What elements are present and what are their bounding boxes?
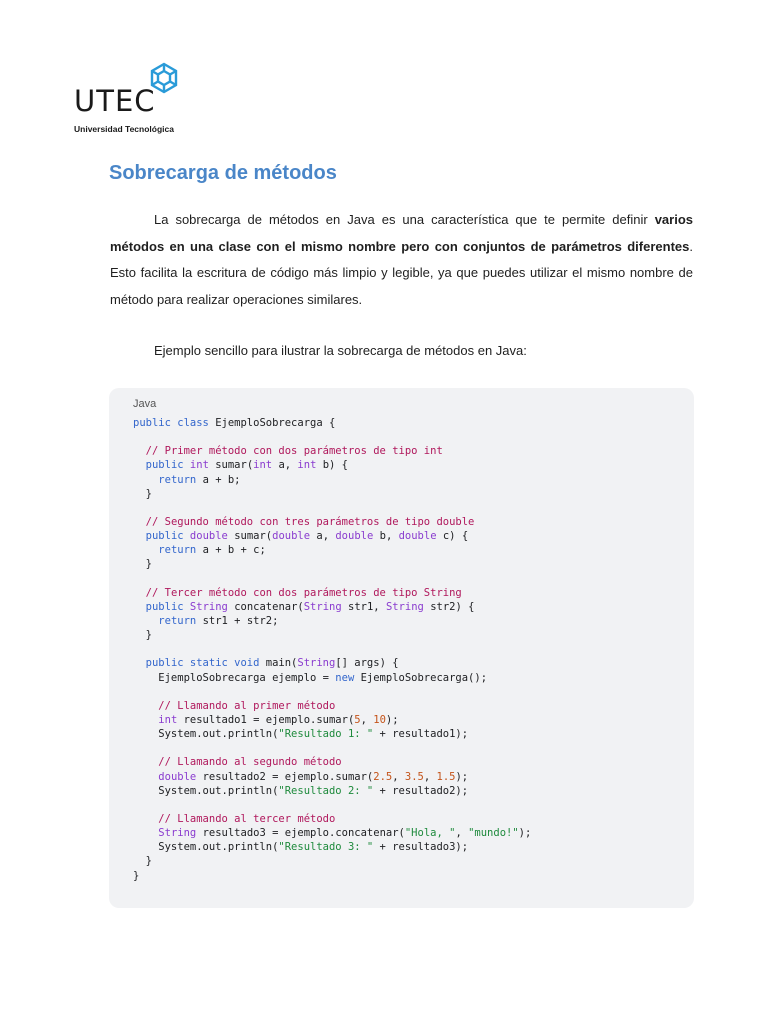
code-token: // Primer método con dos parámetros de tipo int	[145, 445, 443, 458]
example-intro: Ejemplo sencillo para ilustrar la sobrecarga de métodos en Java:	[154, 343, 527, 358]
code-line	[133, 572, 531, 586]
code-line	[133, 473, 531, 487]
code-token: String	[297, 657, 336, 670]
code-token: System.out.println(	[133, 841, 279, 854]
utec-logo	[74, 62, 214, 142]
code-token: double	[158, 770, 203, 783]
code-line	[133, 656, 531, 670]
code-token: "mundo!"	[468, 827, 519, 840]
code-token	[133, 756, 158, 768]
code-token: String	[158, 827, 203, 840]
code-token: public static void	[145, 657, 266, 670]
code-token: "Resultado 1: "	[278, 728, 374, 741]
code-token: b,	[379, 530, 399, 543]
code-line	[133, 515, 531, 529]
code-token: 1.5	[436, 770, 456, 783]
code-token	[133, 474, 158, 486]
code-line	[133, 699, 531, 713]
code-token: concatenar(	[234, 600, 304, 613]
code-line	[133, 727, 531, 741]
code-line	[133, 642, 531, 656]
code-token: int	[297, 459, 323, 472]
paragraph-bold-text: varios métodos en una clase con el mismo nombre pero con conjuntos de parámetros diferentes	[110, 212, 693, 254]
intro-paragraph	[110, 207, 693, 313]
code-token: "Resultado 2: "	[278, 784, 374, 797]
code-token: }	[133, 487, 152, 500]
code-token: EjemploSobrecarga ejemplo =	[133, 671, 336, 684]
code-token: // Llamando al tercer método	[158, 812, 336, 825]
code-token: // Llamando al primer método	[158, 699, 336, 712]
code-token: a + b;	[202, 473, 241, 486]
paragraph-text-2: . Esto facilita la escritura de código más limpio y legible, ya que puedes utilizar el mismo nombre de método para realizar operaciones similares.	[110, 238, 693, 307]
code-line	[133, 685, 531, 699]
code-token: 10	[373, 713, 386, 726]
code-token: }	[133, 855, 152, 868]
code-token: int	[253, 459, 279, 472]
code-line	[133, 826, 531, 840]
code-line	[133, 713, 531, 727]
code-line	[133, 614, 531, 628]
code-token	[133, 615, 158, 627]
code-token	[133, 530, 146, 542]
code-token: );	[385, 713, 399, 726]
code-token: sumar(	[215, 459, 254, 472]
code-line	[133, 741, 531, 755]
code-token: );	[455, 770, 469, 783]
code-line	[133, 557, 531, 571]
code-token: String	[303, 600, 348, 613]
code-token: int	[158, 713, 184, 726]
code-token: str2) {	[430, 600, 475, 613]
code-token: ,	[360, 713, 374, 726]
code-token: 3.5	[404, 770, 424, 783]
code-token	[133, 445, 146, 457]
code-token: b) {	[322, 459, 349, 472]
code-token	[133, 827, 158, 839]
code-token: public	[145, 530, 190, 543]
code-line	[133, 798, 531, 812]
code-line	[133, 671, 531, 685]
code-token: }	[133, 869, 140, 882]
code-token: // Tercer método con dos parámetros de tipo String	[145, 586, 462, 599]
code-token: a,	[278, 459, 298, 472]
code-token: 5	[354, 713, 361, 726]
code-token: resultado2 = ejemplo.sumar(	[202, 770, 374, 783]
code-line	[133, 586, 531, 600]
code-line	[133, 458, 531, 472]
code-token: ,	[392, 770, 405, 783]
code-line	[133, 487, 531, 501]
code-token	[133, 714, 158, 726]
code-language-label: Java	[133, 398, 157, 410]
code-token: }	[133, 629, 152, 642]
code-token: 2.5	[373, 770, 393, 783]
code-token: return	[158, 473, 203, 486]
code-token: "Hola, "	[404, 827, 456, 840]
code-token: return	[158, 614, 203, 627]
code-token: + resultado1);	[373, 728, 469, 741]
code-line	[133, 869, 531, 883]
code-token: public	[145, 600, 190, 613]
code-token: EjemploSobrecarga();	[360, 671, 488, 684]
code-token	[133, 657, 146, 669]
code-token: );	[518, 827, 532, 840]
code-token	[133, 516, 146, 528]
code-token: main(	[265, 657, 298, 670]
code-token: sumar(	[234, 530, 273, 543]
code-line	[133, 430, 531, 444]
code-token: double	[398, 530, 443, 543]
code-token: resultado1 = ejemplo.sumar(	[183, 713, 355, 726]
code-token: System.out.println(	[133, 784, 279, 797]
code-content	[133, 416, 531, 883]
code-token: }	[133, 558, 152, 571]
code-token	[133, 601, 146, 613]
logo-subtitle: Universidad Tecnológica	[74, 124, 174, 134]
code-line	[133, 543, 531, 557]
code-token: str1,	[348, 600, 386, 613]
code-line	[133, 784, 531, 798]
code-token: new	[335, 671, 361, 684]
code-line	[133, 628, 531, 642]
code-line	[133, 501, 531, 515]
paragraph-text-1: La sobrecarga de métodos en Java es una característica que te permite definir	[154, 212, 655, 227]
code-token: [] args) {	[335, 657, 399, 670]
code-token: + resultado2);	[373, 784, 469, 797]
code-line	[133, 600, 531, 614]
code-line	[133, 770, 531, 784]
code-token: resultado3 = ejemplo.concatenar(	[202, 827, 405, 840]
code-token: public class	[133, 417, 216, 429]
code-token: c) {	[442, 530, 469, 543]
code-token	[133, 544, 158, 556]
code-token: public	[145, 459, 190, 472]
code-token	[133, 587, 146, 599]
code-token: double	[335, 530, 380, 543]
code-line	[133, 444, 531, 458]
code-line	[133, 529, 531, 543]
code-token: // Segundo método con tres parámetros de tipo double	[145, 515, 475, 528]
code-token: a,	[316, 530, 336, 543]
code-token: System.out.println(	[133, 728, 279, 741]
code-token: String	[385, 600, 431, 613]
code-line	[133, 854, 531, 868]
code-token	[133, 813, 158, 825]
code-token: a + b + c;	[202, 544, 266, 557]
code-token: "Resultado 3: "	[278, 841, 374, 854]
logo-wordmark: UTEC	[74, 84, 156, 118]
code-line	[133, 755, 531, 769]
code-token: str1 + str2;	[202, 614, 279, 627]
code-token: // Llamando al segundo método	[158, 756, 342, 769]
code-token: EjemploSobrecarga {	[215, 417, 336, 429]
code-line	[133, 416, 531, 430]
code-token: double	[189, 530, 235, 543]
code-line	[133, 840, 531, 854]
code-block	[109, 388, 694, 908]
code-token: + resultado3);	[373, 841, 469, 854]
code-token: String	[189, 600, 235, 613]
code-token: double	[272, 530, 317, 543]
code-token: return	[158, 544, 203, 557]
code-token: ,	[455, 827, 469, 840]
code-token: ,	[423, 770, 437, 783]
code-token	[133, 459, 146, 471]
code-line	[133, 812, 531, 826]
code-token: int	[189, 459, 216, 472]
page-title: Sobrecarga de métodos	[109, 162, 337, 184]
code-token	[133, 771, 158, 783]
code-token	[133, 700, 158, 712]
